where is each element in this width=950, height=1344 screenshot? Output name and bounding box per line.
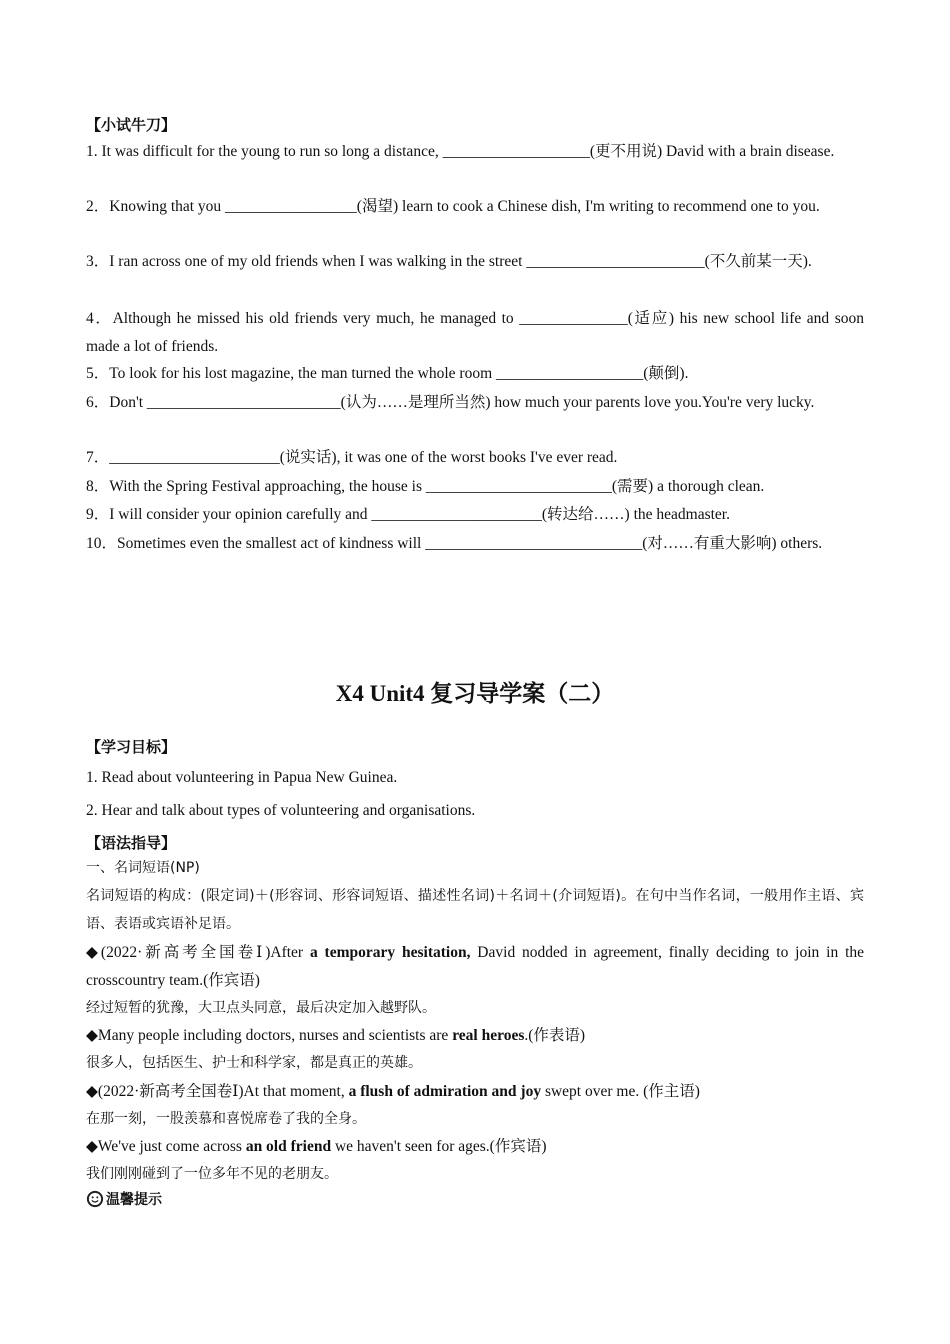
diamond-bullet-icon: ◆ bbox=[86, 1027, 98, 1044]
grammar-definition: 名词短语的构成：(限定词)＋(形容词、形容词短语、描述性名词)＋名词＋(介词短语)。在句中当作名词，一般用作主语、宾语、表语或宾语补足语。 bbox=[86, 888, 864, 932]
practice-heading: 【小试牛刀】 bbox=[86, 116, 177, 134]
practice-item-8: 8．With the Spring Festival approaching, the house is ________________________(需要) a thorough clean. bbox=[86, 478, 765, 495]
tip-label: 温馨提示 bbox=[106, 1192, 162, 1208]
diamond-bullet-icon: ◆ bbox=[86, 944, 101, 961]
example-4: ◆We've just come across an old friend we haven't seen for ages.(作宾语) bbox=[86, 1138, 547, 1155]
practice-item-4: 4．Although he missed his old friends very much, he managed to ______________(适应) his new school life and soon made a lot of friends. bbox=[86, 310, 864, 355]
example-3: ◆(2022·新高考全国卷Ⅰ)At that moment, a flush of admiration and joy swept over me. (作主语) bbox=[86, 1083, 700, 1100]
practice-item-1: 1. It was difficult for the young to run so long a distance, ___________________(更不用说) David with a brain disease. bbox=[86, 143, 835, 160]
diamond-bullet-icon: ◆ bbox=[86, 1138, 98, 1155]
grammar-heading: 【语法指导】 bbox=[86, 834, 177, 852]
goal-item-1: 1. Read about volunteering in Papua New Guinea. bbox=[86, 769, 398, 786]
noun-phrase-highlight: real heroes bbox=[452, 1027, 525, 1044]
example-2-translation: 很多人，包括医生、护士和科学家，都是真正的英雄。 bbox=[86, 1055, 422, 1071]
smiley-face-icon bbox=[86, 1190, 104, 1208]
practice-item-9: 9．I will consider your opinion carefully and ______________________(转达给……) the headmaster. bbox=[86, 506, 730, 523]
noun-phrase-highlight: a flush of admiration and joy bbox=[348, 1083, 542, 1100]
practice-item-2: 2．Knowing that you _________________(渴望) learn to cook a Chinese dish, I'm writing to recommend one to you. bbox=[86, 198, 820, 215]
practice-item-3: 3．I ran across one of my old friends when I was walking in the street _______________________(不久前某一天). bbox=[86, 253, 812, 270]
example-1: ◆(2022·新高考全国卷Ⅰ)After a temporary hesitation, David nodded in agreement, finally deciding to join in the crosscountry team.(作宾语) bbox=[86, 944, 865, 989]
page-title: X4 Unit4 复习导学案（二） bbox=[335, 681, 615, 706]
example-3-translation: 在那一刻，一股羡慕和喜悦席卷了我的全身。 bbox=[86, 1111, 366, 1127]
example-2: ◆Many people including doctors, nurses and scientists are real heroes.(作表语) bbox=[86, 1027, 586, 1044]
example-1-translation: 经过短暂的犹豫，大卫点头同意，最后决定加入越野队。 bbox=[86, 1000, 436, 1016]
grammar-section-title: 一、名词短语(NP) bbox=[86, 860, 200, 876]
diamond-bullet-icon: ◆ bbox=[86, 1083, 98, 1100]
practice-item-7: 7．______________________(说实话), it was one of the worst books I've ever read. bbox=[86, 449, 618, 466]
example-4-translation: 我们刚刚碰到了一位多年不见的老朋友。 bbox=[86, 1166, 338, 1182]
practice-item-6: 6．Don't _________________________(认为……是理所当然) how much your parents love you.You're very lucky. bbox=[86, 394, 815, 411]
practice-item-5: 5．To look for his lost magazine, the man turned the whole room ___________________(颠倒). bbox=[86, 365, 689, 382]
practice-item-10: 10．Sometimes even the smallest act of kindness will ____________________________(对……有重大影响) others. bbox=[86, 535, 823, 552]
noun-phrase-highlight: an old friend bbox=[245, 1138, 332, 1155]
noun-phrase-highlight: a temporary hesitation, bbox=[309, 944, 471, 961]
tip-heading bbox=[86, 1189, 162, 1211]
goal-item-2: 2. Hear and talk about types of volunteering and organisations. bbox=[86, 802, 476, 819]
goals-heading: 【学习目标】 bbox=[86, 738, 177, 756]
